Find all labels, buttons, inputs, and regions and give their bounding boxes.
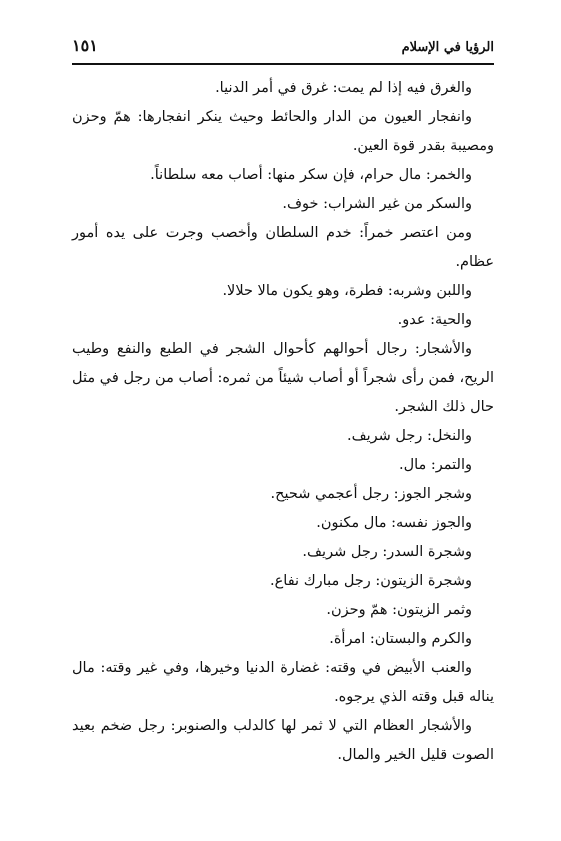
- paragraph: وشجر الجوز: رجل أعجمي شحيح.: [270, 486, 472, 502]
- page-header: [72, 36, 494, 62]
- page-body: [72, 74, 494, 770]
- paragraph: والأشجار: رجال أحوالهم كأحوال الشجر في الطبع والنفع وطيب الريح، فمن رأى شجراً أو أصاب شيئاً من ثمره: أصاب من رجل في مثل حال ذلك الشجر.: [72, 341, 494, 415]
- paragraph: والجوز نفسه: مال مكنون.: [316, 515, 472, 531]
- header-divider: [72, 63, 494, 65]
- paragraph: والحية: عدو.: [397, 312, 472, 328]
- paragraph: والغرق فيه إذا لم يمت: غرق في أمر الدنيا.: [215, 80, 472, 96]
- paragraph: والكرم والبستان: امرأة.: [329, 631, 472, 647]
- paragraph: وشجرة الزيتون: رجل مبارك نفاع.: [270, 573, 472, 589]
- paragraph: وثمر الزيتون: همّ وحزن.: [326, 602, 472, 618]
- paragraph: ومن اعتصر خمراً: خدم السلطان وأخصب وجرت على يده أمور عظام.: [72, 225, 494, 270]
- paragraph: والخمر: مال حرام، فإن سكر منها: أصاب معه سلطاناً.: [150, 167, 472, 183]
- paragraph: والتمر: مال.: [398, 457, 472, 473]
- paragraph: والنخل: رجل شريف.: [346, 428, 472, 444]
- paragraph: والسكر من غير الشراب: خوف.: [282, 196, 472, 212]
- running-title: الرؤيا في الإسلام: [401, 40, 494, 55]
- paragraph: واللبن وشربه: فطرة، وهو يكون مالا حلالا.: [222, 283, 472, 299]
- paragraph: وانفجار العيون من الدار والحائط وحيث ينكر انفجارها: همّ وحزن ومصيبة بقدر قوة العين.: [72, 109, 494, 154]
- paragraph: والعنب الأبيض في وقته: غضارة الدنيا وخيرها، وفي غير وقته: مال يناله قبل وقته الذي يرجوه.: [72, 660, 494, 705]
- page-number: ١٥١: [72, 36, 98, 55]
- paragraph: وشجرة السدر: رجل شريف.: [302, 544, 472, 560]
- paragraph: والأشجار العظام التي لا ثمر لها كالدلب والصنوبر: رجل ضخم بعيد الصوت قليل الخير والمال.: [72, 718, 494, 763]
